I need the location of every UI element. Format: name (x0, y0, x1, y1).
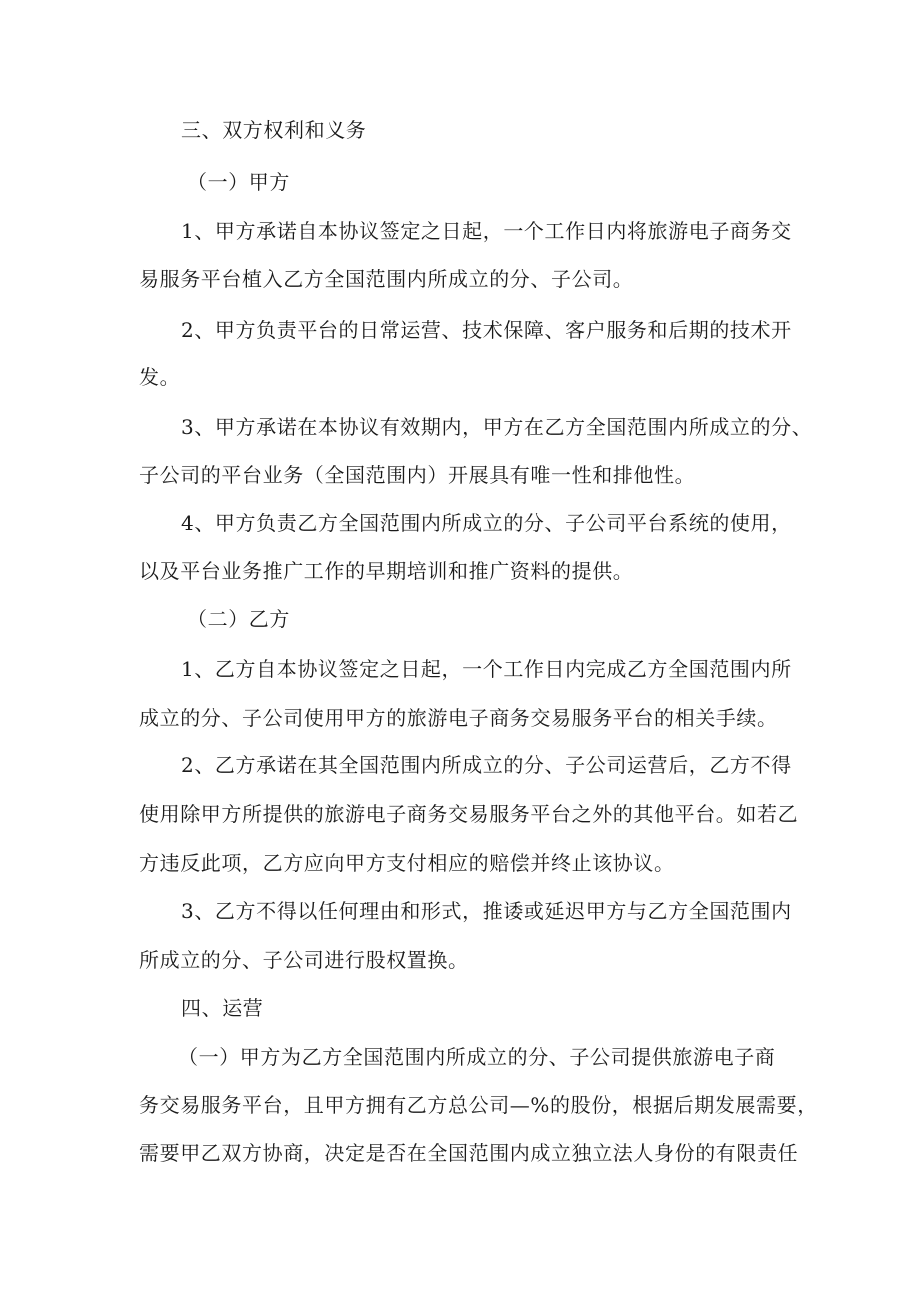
party-a-item-3-line-1: 3、甲方承诺在本协议有效期内，甲方在乙方全国范围内所成立的分、 (181, 415, 813, 439)
party-b-item-1-line-2: 成立的分、子公司使用甲方的旅游电子商务交易服务平台的相关手续。 (139, 706, 778, 730)
party-a-item-4-line-2: 以及平台业务推广工作的早期培训和推广资料的提供。 (139, 559, 634, 583)
section-heading-rights-obligations: 三、双方权利和义务 (181, 118, 367, 142)
party-b-item-2-line-2: 使用除甲方所提供的旅游电子商务交易服务平台之外的其他平台。如若乙 (139, 802, 799, 826)
party-a-item-1-line-1: 1、甲方承诺自本协议签定之日起，一个工作日内将旅游电子商务交 (181, 219, 792, 243)
party-b-item-1-line-1: 1、乙方自本协议签定之日起，一个工作日内完成乙方全国范围内所 (181, 657, 792, 681)
party-a-item-2-line-1: 2、甲方负责平台的日常运营、技术保障、客户服务和后期的技术开 (181, 318, 792, 342)
party-b-item-3-line-2: 所成立的分、子公司进行股权置换。 (139, 948, 469, 972)
subsection-heading-party-b: （二）乙方 (187, 607, 290, 631)
subsection-heading-party-a: （一）甲方 (187, 170, 290, 194)
party-a-item-4-line-1: 4、甲方负责乙方全国范围内所成立的分、子公司平台系统的使用， (181, 511, 792, 535)
section-heading-operations: 四、运营 (181, 996, 264, 1020)
operations-item-1-line-1: （一）甲方为乙方全国范围内所成立的分、子公司提供旅游电子商 (178, 1045, 776, 1069)
operations-item-1-line-2: 务交易服务平台，且甲方拥有乙方总公司—%的股份，根据后期发展需要， (139, 1093, 818, 1117)
party-b-item-3-line-1: 3、乙方不得以任何理由和形式，推诿或延迟甲方与乙方全国范围内 (181, 899, 792, 923)
party-a-item-1-line-2: 易服务平台植入乙方全国范围内所成立的分、子公司。 (139, 267, 634, 291)
party-a-item-3-line-2: 子公司的平台业务（全国范围内）开展具有唯一性和排他性。 (139, 463, 696, 487)
party-a-item-2-line-2: 发。 (139, 365, 181, 389)
party-b-item-2-line-1: 2、乙方承诺在其全国范围内所成立的分、子公司运营后，乙方不得 (181, 753, 792, 777)
party-b-item-2-line-3: 方违反此项，乙方应向甲方支付相应的赔偿并终止该协议。 (139, 851, 675, 875)
operations-item-1-line-3: 需要甲乙双方协商，决定是否在全国范围内成立独立法人身份的有限责任 (139, 1141, 799, 1165)
